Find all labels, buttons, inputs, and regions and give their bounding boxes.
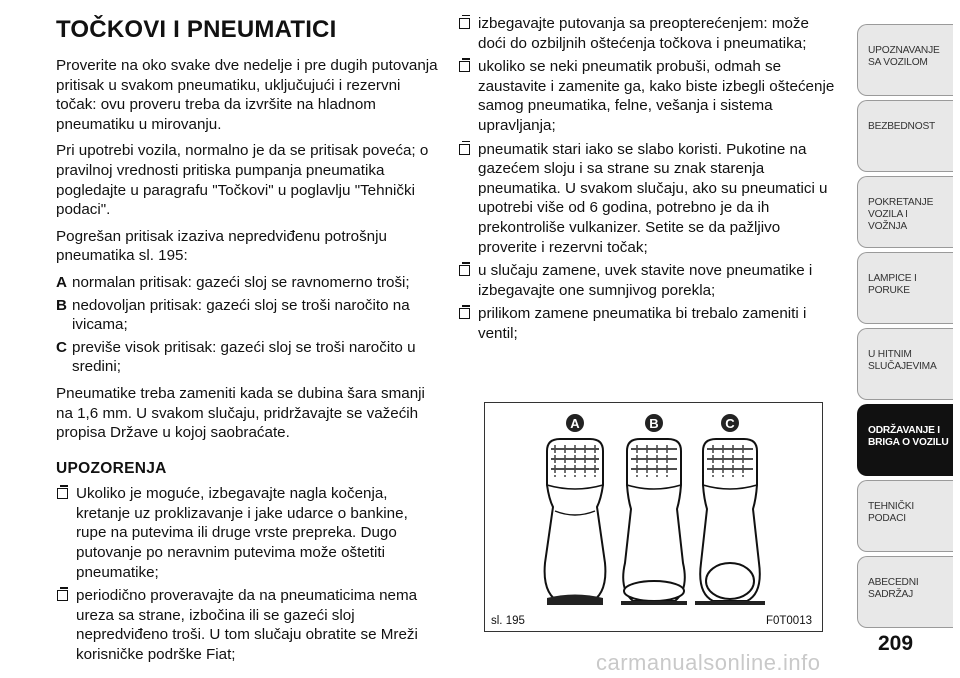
- item-letter: C: [56, 338, 67, 356]
- paragraph-tread-depth: Pneumatike treba zameniti kada se dubina šara smanji na 1,6 mm. U svakom slučaju, pridržavajte se važećih propisa Države u kojoj saobraćate.: [56, 384, 425, 442]
- tab-upoznavanje[interactable]: [857, 24, 953, 96]
- bullet-item: [458, 261, 836, 300]
- tab-abecedni-sadrzaj[interactable]: [857, 556, 953, 628]
- tab-label: UPOZNAVANJE SA VOZILOM: [868, 45, 940, 68]
- tab-odrzavanje[interactable]: [857, 404, 953, 476]
- list-item-b: [56, 296, 440, 335]
- tab-bezbednost[interactable]: [857, 100, 953, 172]
- bullet-item: [458, 57, 836, 135]
- tab-label: TEHNIČKI PODACI: [868, 501, 914, 524]
- figure-caption: sl. 195: [491, 615, 525, 627]
- tab-lampice[interactable]: [857, 252, 953, 324]
- marker-c-label: C: [725, 416, 735, 431]
- paragraph-wrong-pressure: Pogrešan pritisak izaziva nepredviđenu potrošnju pneumatika sl. 195:: [56, 227, 387, 265]
- checkbox-bullet-icon: [458, 140, 478, 258]
- tire-wear-illustration: [485, 403, 822, 631]
- list-item-c: [56, 338, 440, 377]
- bullet-text: izbegavajte putovanja sa preopterećenjem: može doći do ozbiljnih oštećenja točkova i pneumatika;: [478, 15, 809, 52]
- tire-b-icon: [621, 439, 687, 605]
- bullet-item: [458, 140, 836, 258]
- warning-item: [56, 484, 440, 582]
- item-text: previše visok pritisak: gazeći sloj se troši naročito u sredini;: [72, 338, 416, 376]
- tab-label: POKRETANJE VOZILA I VOŽNJA: [868, 197, 934, 232]
- bullet-item: [458, 14, 836, 53]
- tab-label: ABECEDNI SADRŽAJ: [868, 577, 919, 600]
- bullet-text: u slučaju zamene, uvek stavite nove pneumatike i izbegavajte one sumnjivog porekla;: [478, 262, 813, 299]
- watermark: carmanualsonline.info: [596, 650, 821, 675]
- left-column: [56, 14, 440, 669]
- warning-text: Ukoliko je moguće, izbegavajte nagla kočenja, kretanje uz proklizavanje i jake udarce o bankine, rupe na putevima ili druge vrste prepreka. Dugo putovanje po neravnim putevima može oštetiti pneumatike;: [76, 485, 408, 581]
- item-letter: B: [56, 296, 67, 314]
- marker-a: [566, 414, 584, 432]
- tab-pokretanje[interactable]: [857, 176, 953, 248]
- paragraph-pressure-increase: Pri upotrebi vozila, normalno je da se pritisak poveća; o pravilnoj vrednosti pritiska pumpanja pneumatika pogledajte u paragrafu "Točkovi" u poglavlju "Tehnički podaci".: [56, 142, 429, 219]
- item-text: nedovoljan pritisak: gazeći sloj se troši naročito na ivicama;: [72, 296, 410, 334]
- marker-c: [721, 414, 739, 432]
- checkbox-bullet-icon: [56, 586, 76, 664]
- tab-hitni-slucajevi[interactable]: [857, 328, 953, 400]
- bullet-text: prilikom zamene pneumatika bi trebalo zameniti i ventil;: [478, 305, 807, 342]
- page-number: 209: [878, 632, 914, 655]
- right-column: [458, 14, 836, 348]
- checkbox-bullet-icon: [458, 304, 478, 343]
- tire-wear-figure: [484, 402, 823, 632]
- list-item-a: [56, 273, 440, 293]
- checkbox-bullet-icon: [458, 57, 478, 135]
- bullet-text: ukoliko se neki pneumatik probuši, odmah se zaustavite i zamenite ga, kako biste izbegli oštećenje samog pneumatika, felne, vešanja i sistema upravljanja;: [478, 58, 835, 134]
- item-text: normalan pritisak: gazeći sloj se ravnomerno troši;: [72, 273, 410, 291]
- tab-label: LAMPICE I PORUKE: [868, 273, 917, 296]
- tire-a-icon: [545, 439, 606, 605]
- warning-text: periodično proveravajte da na pneumaticima nema ureza sa strane, izbočina ili se gazeći sloj nepredviđeno troši. U tom slučaju obratite se Mreži korisničke podrške Fiat;: [76, 587, 418, 664]
- warning-item: [56, 586, 440, 664]
- checkbox-bullet-icon: [458, 261, 478, 300]
- checkbox-bullet-icon: [458, 14, 478, 53]
- bullet-item: [458, 304, 836, 343]
- tab-label: BEZBEDNOST: [868, 121, 936, 132]
- tab-tehnicki-podaci[interactable]: [857, 480, 953, 552]
- marker-a-label: A: [570, 416, 580, 431]
- paragraph-check-pressure: Proverite na oko svake dve nedelje i pre dugih putovanja pritisak u svakom pneumatiku, uključujući i rezervni točak: ovu proveru treba da izvršite na hladnom pneumatiku u mirovanju.: [56, 57, 438, 133]
- tire-c-icon: [695, 439, 765, 605]
- figure-code: F0T0013: [765, 615, 812, 627]
- tab-label: ODRŽAVANJE I BRIGA O VOZILU: [868, 425, 949, 448]
- bullet-text: pneumatik stari iako se slabo koristi. Pukotine na gazećem sloju i sa strane su znak starenja pneumatika. U svakom slučaju, ako su pneumatici u upotrebi više od 6 godina, potrebno je da ih prekontroliše vulkanizer. Setite se da pažljivo proverite i rezervni točak;: [478, 140, 828, 256]
- marker-b: [645, 414, 663, 432]
- marker-b-label: B: [649, 416, 659, 431]
- tab-label: U HITNIM SLUČAJEVIMA: [868, 349, 937, 372]
- item-letter: A: [56, 273, 67, 291]
- warnings-heading: UPOZORENJA: [56, 459, 167, 477]
- checkbox-bullet-icon: [56, 484, 76, 582]
- section-title: TOČKOVI I PNEUMATICI: [56, 16, 337, 43]
